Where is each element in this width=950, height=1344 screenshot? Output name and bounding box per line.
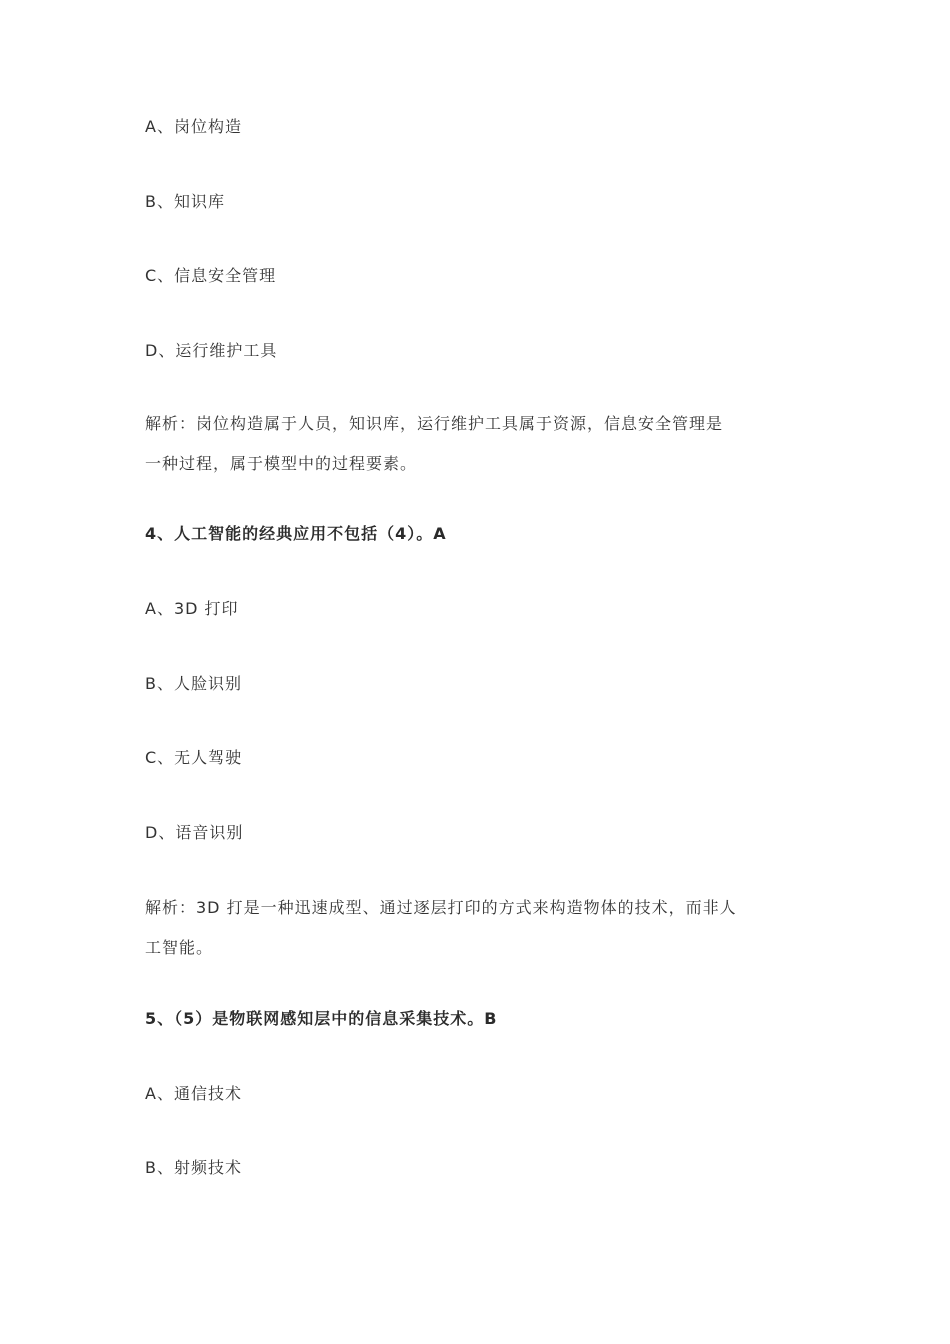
option-b: B、知识库 <box>145 192 225 211</box>
option-c: C、信息安全管理 <box>145 266 277 285</box>
question-5: 5、（5）是物联网感知层中的信息采集技术。B <box>145 1009 498 1028</box>
option-a: A、通信技术 <box>145 1084 242 1103</box>
option-d: D、语音识别 <box>145 823 244 842</box>
explanation-line: 解析：3D 打是一种迅速成型、通过逐层打印的方式来构造物体的技术，而非人 <box>145 898 737 917</box>
option-d: D、运行维护工具 <box>145 341 278 360</box>
option-c: C、无人驾驶 <box>145 748 243 767</box>
explanation-line: 工智能。 <box>145 938 214 957</box>
explanation <box>145 888 805 968</box>
explanation <box>145 404 805 484</box>
option-b: B、射频技术 <box>145 1158 242 1177</box>
option-b: B、人脸识别 <box>145 674 242 693</box>
option-a: A、3D 打印 <box>145 599 239 618</box>
explanation-line: 一种过程，属于模型中的过程要素。 <box>145 454 418 473</box>
question-4: 4、人工智能的经典应用不包括（4）。A <box>145 524 447 543</box>
explanation-line: 解析：岗位构造属于人员，知识库，运行维护工具属于资源，信息安全管理是 <box>145 414 724 433</box>
option-a: A、岗位构造 <box>145 117 242 136</box>
